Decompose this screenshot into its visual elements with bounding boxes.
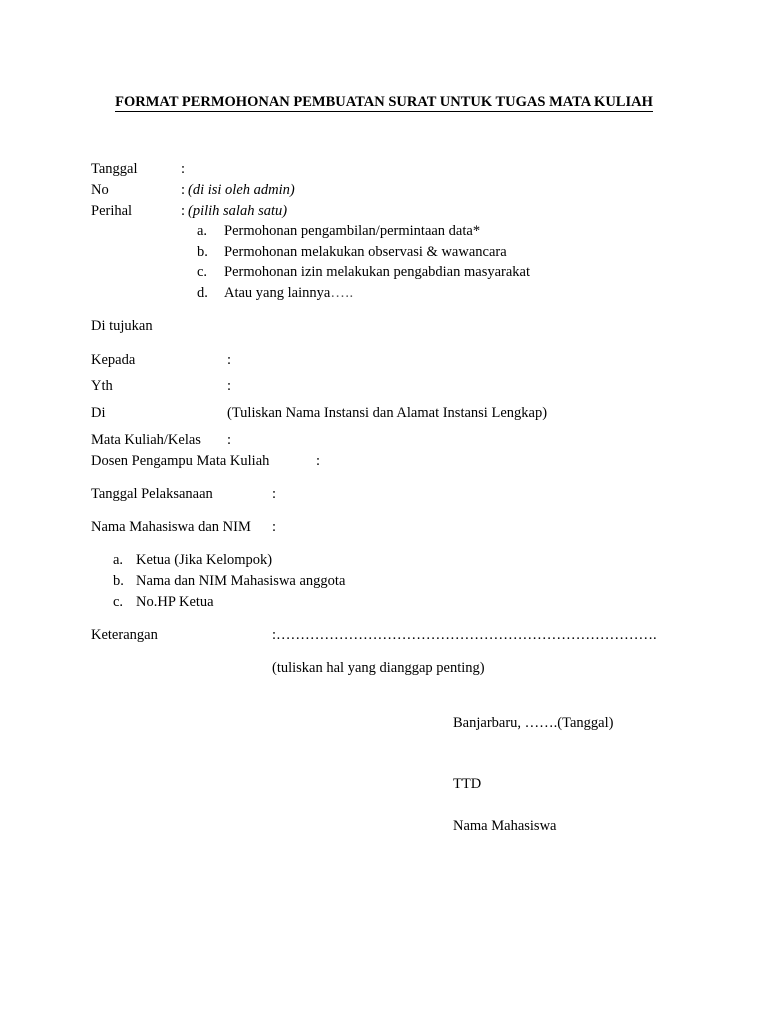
di-value: (Tuliskan Nama Instansi dan Alamat Instansi Lengkap) (227, 405, 548, 421)
mahasiswa-colon: : (272, 519, 277, 535)
signature-ttd: TTD (453, 776, 482, 792)
di-label: Di (91, 405, 106, 421)
pelaksanaan-colon: : (272, 486, 277, 502)
perihal-value: (pilih salah satu) (188, 203, 288, 219)
dosen-label: Dosen Pengampu Mata Kuliah (91, 453, 270, 469)
mahasiswa-item-text: No.HP Ketua (136, 594, 214, 610)
yth-label: Yth (91, 378, 113, 394)
tanggal-label: Tanggal (91, 161, 138, 177)
perihal-colon: : (181, 203, 186, 219)
no-colon: : (181, 182, 186, 198)
mata-kuliah-label: Mata Kuliah/Kelas (91, 432, 201, 448)
mata-kuliah-colon: : (227, 432, 232, 448)
perihal-option-marker: c. (197, 264, 208, 280)
pelaksanaan-label: Tanggal Pelaksanaan (91, 486, 213, 502)
perihal-option-marker: d. (197, 285, 208, 301)
signature-place-date: Banjarbaru, …….(Tanggal) (453, 715, 614, 731)
mahasiswa-item-marker: a. (113, 552, 124, 568)
perihal-option-text: Permohonan izin melakukan pengabdian masyarakat (224, 264, 531, 280)
keterangan-label: Keterangan (91, 627, 158, 643)
mahasiswa-item-text: Ketua (Jika Kelompok) (136, 552, 273, 568)
tanggal-colon: : (181, 161, 186, 177)
perihal-option-marker: a. (197, 223, 208, 239)
keterangan-dots: :……………………………………………………………………. (272, 627, 657, 643)
mahasiswa-item-marker: b. (113, 573, 124, 589)
perihal-option-item (224, 286, 354, 301)
keterangan-hint: (tuliskan hal yang dianggap penting) (272, 660, 485, 676)
ditujukan-label: Di tujukan (91, 318, 153, 334)
mahasiswa-label: Nama Mahasiswa dan NIM (91, 519, 251, 535)
dosen-colon: : (316, 453, 321, 469)
yth-colon: : (227, 378, 232, 394)
kepada-label: Kepada (91, 352, 136, 368)
perihal-option-text: Permohonan pengambilan/permintaan data* (224, 223, 481, 239)
perihal-option-text: Atau yang lainnya (224, 285, 331, 301)
document-title: FORMAT PERMOHONAN PEMBUATAN SURAT UNTUK TUGAS MATA KULIAH (115, 94, 653, 110)
mahasiswa-item-text: Nama dan NIM Mahasiswa anggota (136, 573, 346, 589)
perihal-label: Perihal (91, 203, 133, 219)
perihal-option-dots: ….. (330, 285, 354, 301)
mahasiswa-item-marker: c. (113, 594, 124, 610)
signature-name: Nama Mahasiswa (453, 818, 557, 834)
perihal-option-text: Permohonan melakukan observasi & wawancara (224, 244, 507, 260)
perihal-option-marker: b. (197, 244, 208, 260)
no-value: (di isi oleh admin) (188, 182, 295, 198)
kepada-colon: : (227, 352, 232, 368)
no-label: No (91, 182, 109, 198)
